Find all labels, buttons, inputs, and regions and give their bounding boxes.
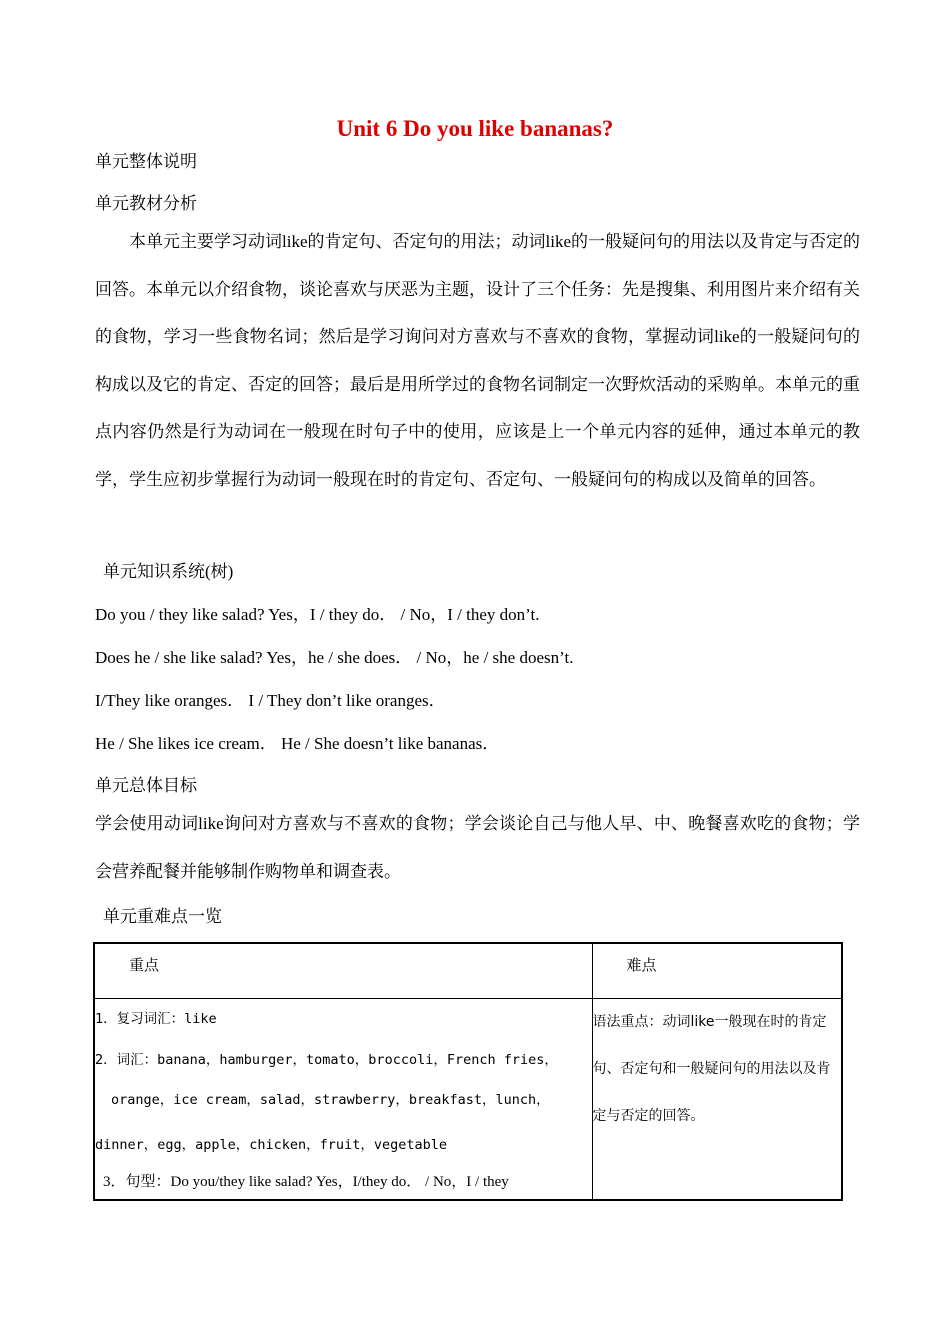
difficult-point-text: 语法重点：动词like一般现在时的肯定句、否定句和一般疑问句的用法以及肯定与否定的回答。 xyxy=(592,1014,831,1124)
header-cell-key xyxy=(94,943,592,999)
header-difficult-label: 难点 xyxy=(626,956,657,974)
section-heading-goal: 单元总体目标 xyxy=(95,776,197,795)
section-heading-tree: 单元知识系统(树) xyxy=(103,562,234,581)
section-heading-overall: 单元整体说明 xyxy=(95,152,197,171)
key-point-line: 3．句型：Do you/they like salad? Yes，I/they do． / No，I / they xyxy=(103,1174,509,1190)
section-heading-key: 单元重难点一览 xyxy=(103,907,222,926)
section-heading-analysis: 单元教材分析 xyxy=(95,194,197,213)
key-points-cell xyxy=(94,999,592,1201)
tree-line: Does he / she like salad? Yes，he / she does． / No，he / she doesn’t. xyxy=(95,648,574,667)
key-point-line: orange，ice cream，salad，strawberry，breakfast，lunch， xyxy=(111,1092,550,1108)
tree-line: I/They like oranges． I / They don’t like oranges． xyxy=(95,691,446,710)
key-point-line: 1．复习词汇：like xyxy=(95,1011,217,1027)
tree-line: Do you / they like salad? Yes，I / they do． / No，I / they don’t. xyxy=(95,605,540,624)
key-point-line: 2．词汇：banana，hamburger，tomato，broccoli，French fries， xyxy=(95,1052,558,1068)
tree-line: He / She likes ice cream． He / She doesn’t like bananas． xyxy=(95,734,500,753)
key-points-table xyxy=(93,942,843,1201)
header-cell-difficult xyxy=(592,943,842,999)
page-title: Unit 6 Do you like bananas? xyxy=(336,116,614,141)
header-key-label: 重点 xyxy=(129,956,160,974)
key-point-line: dinner，egg，apple，chicken，fruit，vegetable xyxy=(95,1137,447,1153)
difficult-points-cell xyxy=(592,999,842,1201)
analysis-paragraph: 本单元主要学习动词like的肯定句、否定句的用法；动词like的一般疑问句的用法以及肯定与否定的回答。本单元以介绍食物，谈论喜欢与厌恶为主题，设计了三个任务：先是搜集、利用图片来介绍有关的食物，学习一些食物名词；然后是学习询问对方喜欢与不喜欢的食物，掌握动词like的一般疑问句的构成以及它的肯定、否定的回答；最后是用所学过的食物名词制定一次野炊活动的采购单。本单元的重点内容仍然是行为动词在一般现在时句子中的使用，应该是上一个单元内容的延伸，通过本单元的教学，学生应初步掌握行为动词一般现在时的肯定句、否定句、一般疑问句的构成以及简单的回答。 xyxy=(95,232,860,489)
goal-paragraph: 学会使用动词like询问对方喜欢与不喜欢的食物；学会谈论自己与他人早、中、晚餐喜欢吃的食物；学会营养配餐并能够制作购物单和调查表。 xyxy=(95,814,860,881)
